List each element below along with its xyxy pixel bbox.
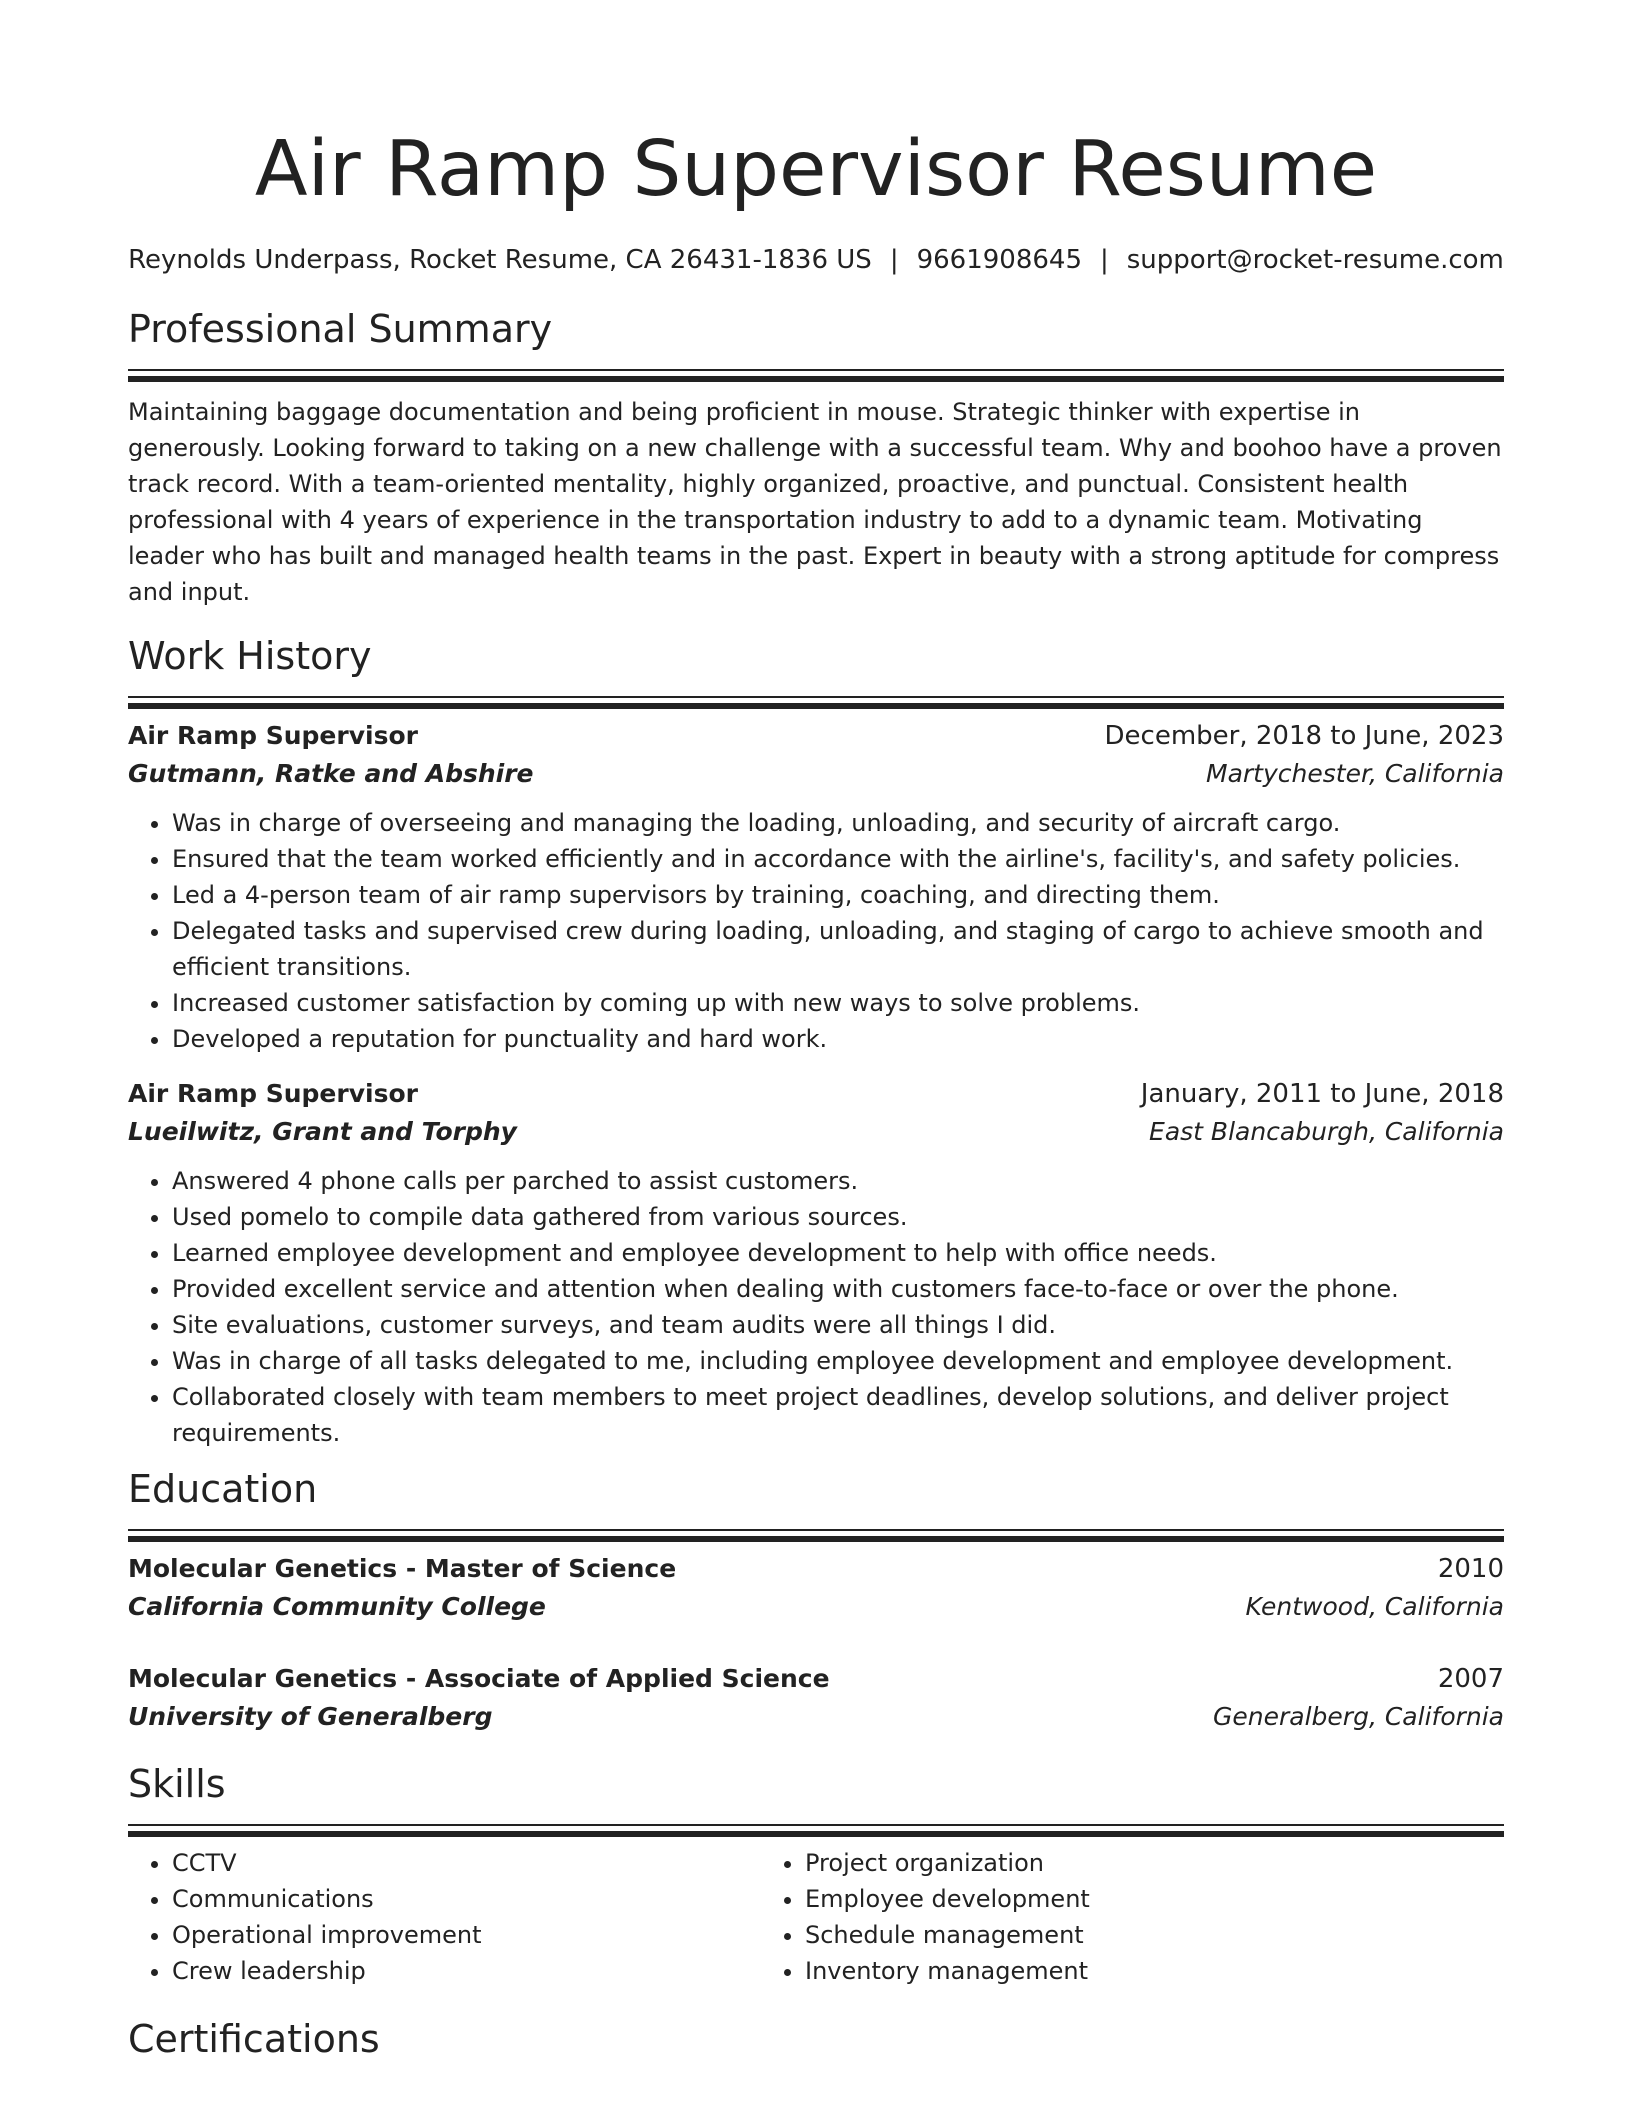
contact-line (128, 242, 1504, 278)
summary-text: Maintaining baggage documentation and being proficient in mouse. Strategic thinker with expertise in generously. Looking forward to taking on a new challenge with a successful team. Why and boohoo have a proven track record. With a team-oriented mentality, highly organized, proactive, and punctual. Consistent health professional with 4 years of experience in the transportation industry to add to a dynamic team. Motivating leader who has built and managed health teams in the past. Expert in beauty with a strong aptitude for compress and input. (128, 398, 1502, 606)
job-title: Air Ramp Supervisor (128, 721, 418, 750)
section-divider (128, 369, 1504, 376)
job-header-row (128, 1075, 1504, 1113)
section-heading-certifications: Certifications (128, 2017, 380, 2061)
skill-item: • Crew leadership (172, 1953, 761, 1989)
list-item: • Was in charge of all tasks delegated to me, including employee development and employee development. (172, 1343, 1504, 1379)
job-entry (128, 717, 1504, 1057)
job-header-row (128, 717, 1504, 755)
contact-phone: 9661908645 (916, 245, 1082, 275)
list-item: • Used pomelo to compile data gathered from various sources. (172, 1199, 1504, 1235)
section-heading-summary: Professional Summary (128, 307, 553, 351)
education-section (128, 1465, 1504, 1736)
list-item: • Delegated tasks and supervised crew during loading, unloading, and staging of cargo to achieve smooth and efficient transitions. (172, 913, 1504, 985)
work-history-section (128, 632, 1504, 1451)
list-item: • Increased customer satisfaction by coming up with new ways to solve problems. (172, 985, 1504, 1021)
list-item: • Ensured that the team worked efficiently and in accordance with the airline's, facility's, and safety policies. (172, 841, 1504, 877)
job-company-row (128, 755, 1504, 793)
skill-item: • Operational improvement (172, 1917, 761, 1953)
education-degree: Molecular Genetics - Associate of Applied Science (128, 1664, 830, 1693)
skill-item: • CCTV (172, 1845, 761, 1881)
list-item: • Collaborated closely with team members to meet project deadlines, develop solutions, and deliver project requirements. (172, 1379, 1504, 1451)
list-item: • Developed a reputation for punctuality and hard work. (172, 1021, 1504, 1057)
skill-item: • Inventory management (805, 1953, 1361, 1989)
education-location: Generalberg, California (1213, 1702, 1504, 1731)
section-heading-work: Work History (128, 634, 372, 678)
education-year: 2007 (1437, 1664, 1504, 1694)
summary-section (128, 305, 1504, 610)
skills-column (128, 1845, 761, 1989)
job-location: Martychester, California (1206, 759, 1504, 788)
section-heading-skills: Skills (128, 1762, 226, 1806)
contact-address: Reynolds Underpass, Rocket Resume, CA 26431-1836 US (128, 245, 872, 275)
job-company: Gutmann, Ratke and Abshire (128, 759, 534, 788)
skill-item: • Employee development (805, 1881, 1361, 1917)
job-entry (128, 1075, 1504, 1451)
job-dates: December, 2018 to June, 2023 (1104, 721, 1504, 751)
skills-section (128, 1760, 1504, 1989)
skills-grid (128, 1845, 1504, 1989)
skill-item: • Schedule management (805, 1917, 1361, 1953)
skill-item: • Project organization (805, 1845, 1361, 1881)
education-year: 2010 (1437, 1554, 1504, 1584)
section-divider (128, 1529, 1504, 1536)
education-school-row (128, 1588, 1504, 1626)
education-school: University of Generalberg (128, 1702, 493, 1731)
education-entry (128, 1550, 1504, 1626)
resume-title: Air Ramp Supervisor Resume (254, 125, 1378, 214)
contact-separator: | (889, 245, 899, 275)
job-bullets (128, 1163, 1504, 1451)
list-item: • Led a 4-person team of air ramp supervisors by training, coaching, and directing them. (172, 877, 1504, 913)
education-degree: Molecular Genetics - Master of Science (128, 1554, 677, 1583)
job-bullets (128, 805, 1504, 1057)
contact-separator: | (1100, 245, 1109, 275)
section-heading-education: Education (128, 1467, 318, 1511)
education-header-row (128, 1550, 1504, 1588)
list-item: • Answered 4 phone calls per parched to assist customers. (172, 1163, 1504, 1199)
education-location: Kentwood, California (1245, 1592, 1504, 1621)
job-title: Air Ramp Supervisor (128, 1079, 418, 1108)
education-school: California Community College (128, 1592, 546, 1621)
job-location: East Blancaburgh, California (1149, 1117, 1504, 1146)
certifications-section (128, 2015, 1504, 2063)
job-company-row (128, 1113, 1504, 1151)
education-header-row (128, 1660, 1504, 1698)
skills-column (761, 1845, 1361, 1989)
contact-email: support@rocket-resume.com (1126, 245, 1504, 275)
list-item: • Was in charge of overseeing and managing the loading, unloading, and security of aircraft cargo. (172, 805, 1504, 841)
education-school-row (128, 1698, 1504, 1736)
job-company: Lueilwitz, Grant and Torphy (128, 1117, 517, 1146)
list-item: • Provided excellent service and attention when dealing with customers face-to-face or over the phone. (172, 1271, 1504, 1307)
list-item: • Site evaluations, customer surveys, and team audits were all things I did. (172, 1307, 1504, 1343)
section-divider (128, 696, 1504, 703)
education-entry (128, 1660, 1504, 1736)
skill-item: • Communications (172, 1881, 761, 1917)
job-dates: January, 2011 to June, 2018 (1140, 1079, 1504, 1109)
section-divider (128, 1824, 1504, 1831)
list-item: • Learned employee development and employee development to help with office needs. (172, 1235, 1504, 1271)
